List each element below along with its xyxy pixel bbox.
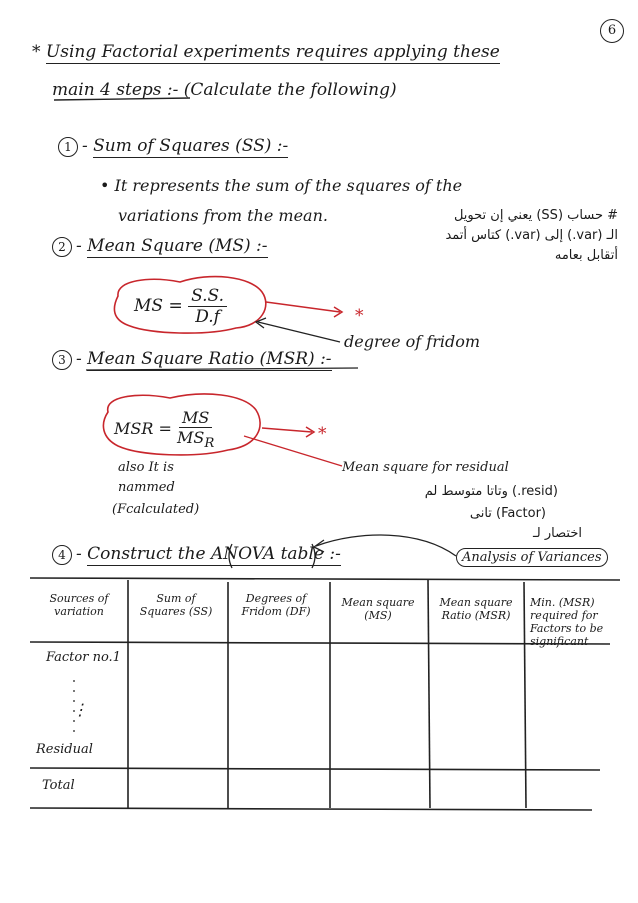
step3-title: Mean Square Ratio (MSR) :- [87, 349, 332, 369]
also-line2: nammed [118, 480, 175, 495]
msr-red-bubble [103, 394, 260, 455]
page-number: 6 [600, 19, 624, 43]
arabic-note-line2: الـ (var.) إلى (var.) كتاس أتمد [445, 228, 618, 243]
table-residual-line [30, 768, 600, 770]
arabic-note-line1: # حساب (SS) يعني إن تحويل [453, 208, 618, 223]
msr-denominator-sub: R [204, 436, 215, 452]
header-min-msr: Min. (MSR) required for Factors to be significant [530, 596, 604, 648]
step3-underline [86, 368, 358, 370]
row-ellipsis: ⋮ [72, 700, 88, 719]
anova-left-paren [229, 544, 232, 568]
header-df: Degrees of Fridom (DF) [241, 592, 311, 618]
anova-arrowhead [314, 540, 324, 552]
step3-number: 3 [52, 350, 72, 370]
step4-title-suffix: table :- [280, 544, 341, 564]
row-residual: Residual [36, 742, 93, 757]
header-underline [54, 98, 190, 100]
anova-word: ANOVA [210, 544, 276, 564]
msr-star-marker: * [318, 424, 327, 444]
header-text-1: Using Factorial experiments requires applying these [45, 42, 500, 62]
header-bullet: * [32, 42, 41, 62]
step1-title: Sum of Squares (SS) :- [93, 136, 289, 156]
row-total: Total [42, 778, 75, 793]
anova-table-grid [30, 578, 620, 810]
step2-number: 2 [52, 237, 72, 257]
header-ms: Mean square (MS) [341, 596, 415, 622]
step2-heading: 2 - Mean Square (MS) :- [52, 236, 268, 257]
df-arrow [258, 322, 340, 342]
also-line3: (Fcalculated) [112, 502, 200, 517]
ms-formula-lhs: MS = [134, 296, 183, 316]
df-note: degree of fridom [344, 332, 480, 351]
table-header-line [30, 642, 610, 644]
table-bottom-line [30, 808, 592, 810]
ms-numerator: S.S. [188, 286, 227, 307]
msr-denominator: $MS_R$ [176, 428, 215, 452]
msr-formula-lhs: MSR = [114, 419, 172, 439]
table-col-line-5 [524, 582, 526, 808]
step4-title-prefix: Construct the [87, 544, 206, 564]
step1-number: 1 [58, 137, 78, 157]
step1-heading: 1 - Sum of Squares (SS) :- [58, 136, 288, 157]
step1-desc-line1: • It represents the sum of the squares of the [100, 176, 463, 195]
arabic-abbrev-note: اختصار لـ [533, 526, 582, 541]
also-line1: also It is [118, 460, 174, 475]
step3-heading: 3 - Mean Square Ratio (MSR) :- [52, 349, 332, 370]
header-sources: Sources of variation [49, 592, 109, 618]
header-msr: Mean square Ratio (MSR) [439, 596, 513, 622]
step1-desc-line2: variations from the mean. [118, 206, 328, 225]
arabic-note-line3: أتقابل بعامه [554, 248, 618, 263]
header-line-2: main 4 steps :- (Calculate the following) [52, 80, 397, 100]
step4-number: 4 [52, 545, 72, 565]
residual-arrow [244, 436, 342, 466]
msr-numerator: MS [179, 408, 212, 428]
ms-red-arrow [266, 302, 340, 312]
residual-note: Mean square for residual [342, 460, 509, 475]
header-ss: Sum of Squares (SS) [139, 592, 213, 618]
table-top-line [30, 578, 620, 580]
ms-star-marker: * [355, 306, 364, 326]
arabic-resid-note: (resid.) وتاتا متوسط لم [424, 484, 558, 499]
step4-heading: 4 - Construct the ANOVA table :- [52, 544, 341, 565]
row-factor: Factor no.1 [46, 650, 121, 665]
anova-arrow [316, 535, 456, 556]
anova-meaning: Analysis of Variances [456, 548, 608, 567]
ms-denominator: D.f [195, 307, 220, 327]
arabic-factor-note: (Factor) تانى [469, 506, 546, 521]
step2-title: Mean Square (MS) :- [87, 236, 268, 256]
ms-red-bubble [114, 277, 265, 334]
table-col-line-4 [428, 580, 430, 808]
msr-red-arrow [262, 428, 312, 432]
